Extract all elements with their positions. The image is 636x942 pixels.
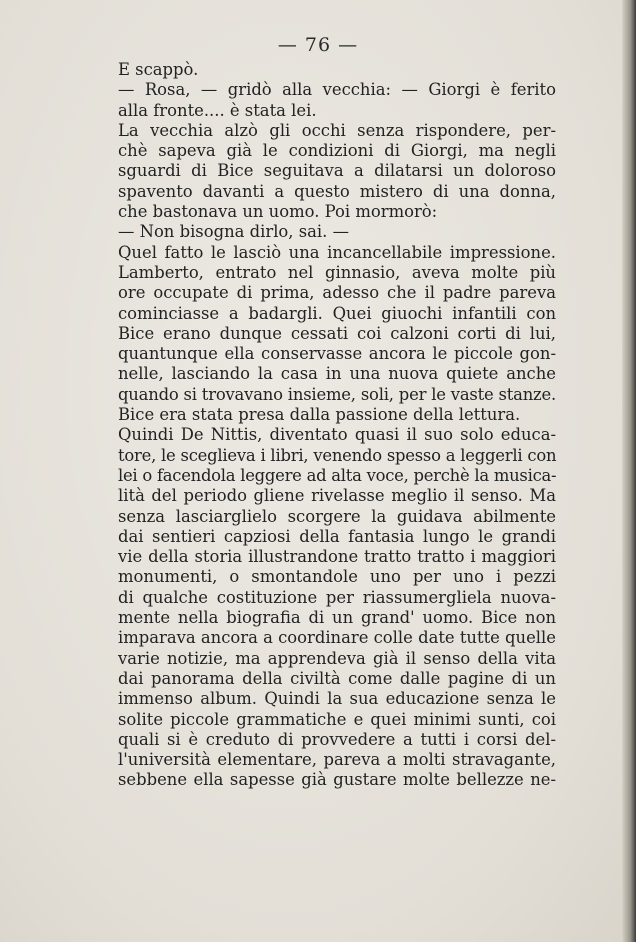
text-line: cominciasse a badargli. Quei giuochi infantili con <box>118 303 556 323</box>
text-line: vie della storia illustrandone tratto tratto i maggiori <box>118 547 556 567</box>
text-line: — Rosa, — gridò alla vecchia: — Giorgi è ferito <box>118 80 556 100</box>
text-line: nelle, lasciando la casa in una nuova quiete anche <box>118 364 556 384</box>
text-line: monumenti, o smontandole uno per uno i pezzi <box>118 567 556 587</box>
text-line: l'università elementare, pareva a molti stravagante, <box>118 750 556 770</box>
text-line: sebbene ella sapesse già gustare molte bellezze ne- <box>118 770 556 790</box>
page-number: — 76 — <box>277 34 359 56</box>
text-line: quando si trovavano insieme, soli, per le vaste stanze. <box>118 384 556 404</box>
text-line: imparava ancora a coordinare colle date tutte quelle <box>118 628 556 648</box>
text-line: La vecchia alzò gli occhi senza rispondere, per- <box>118 120 556 140</box>
text-line: quali si è creduto di provvedere a tutti i corsi del- <box>118 729 556 749</box>
text-line: sguardi di Bice seguitava a dilatarsi un doloroso <box>118 161 556 181</box>
text-line: varie notizie, ma apprendeva già il senso della vita <box>118 648 556 668</box>
text-line: spavento davanti a questo mistero di una donna, <box>118 181 556 201</box>
text-line: alla fronte.... è stata lei. <box>118 100 317 120</box>
text-line: quantunque ella conservasse ancora le piccole gon- <box>118 344 556 364</box>
text-line: Lamberto, entrato nel ginnasio, aveva molte più <box>118 262 556 282</box>
text-line: solite piccole grammatiche e quei minimi sunti, coi <box>118 709 556 729</box>
text-line: immenso album. Quindi la sua educazione senza le <box>118 689 556 709</box>
text-line: tore, le sceglieva i libri, venendo spesso a leggerli con <box>118 445 557 465</box>
text-line: E scappò. <box>118 60 199 79</box>
text-line: di qualche costituzione per riassumergliela nuova- <box>118 587 556 607</box>
body-text <box>118 60 556 791</box>
text-line: lei o facendola leggere ad alta voce, perchè la musica- <box>118 465 557 485</box>
text-line: ore occupate di prima, adesso che il padre pareva <box>118 283 556 303</box>
text-line: che bastonava un uomo. Poi mormorò: <box>118 202 438 222</box>
text-line: dai panorama della civiltà come dalle pagine di un <box>118 668 556 688</box>
text-line: dai sentieri capziosi della fantasia lungo le grandi <box>118 526 556 546</box>
text-line: Quel fatto le lasciò una incancellabile impressione. <box>118 242 556 262</box>
text-line: — Non bisogna dirlo, sai. — <box>118 222 349 242</box>
text-line: chè sapeva già le condizioni di Giorgi, ma negli <box>118 141 556 161</box>
page-edge-shadow <box>622 0 636 942</box>
text-line: lità del periodo gliene rivelasse meglio il senso. Ma <box>118 486 556 506</box>
text-line: Quindi De Nittis, diventato quasi il suo solo educa- <box>118 425 556 445</box>
text-line: mente nella biografia di un grand' uomo. Bice non <box>118 608 556 628</box>
text-line: senza lasciarglielo scorgere la guidava abilmente <box>118 506 556 526</box>
text-line: Bice erano dunque cessati coi calzoni corti di lui, <box>118 323 556 343</box>
text-line: Bice era stata presa dalla passione della lettura. <box>118 405 521 425</box>
